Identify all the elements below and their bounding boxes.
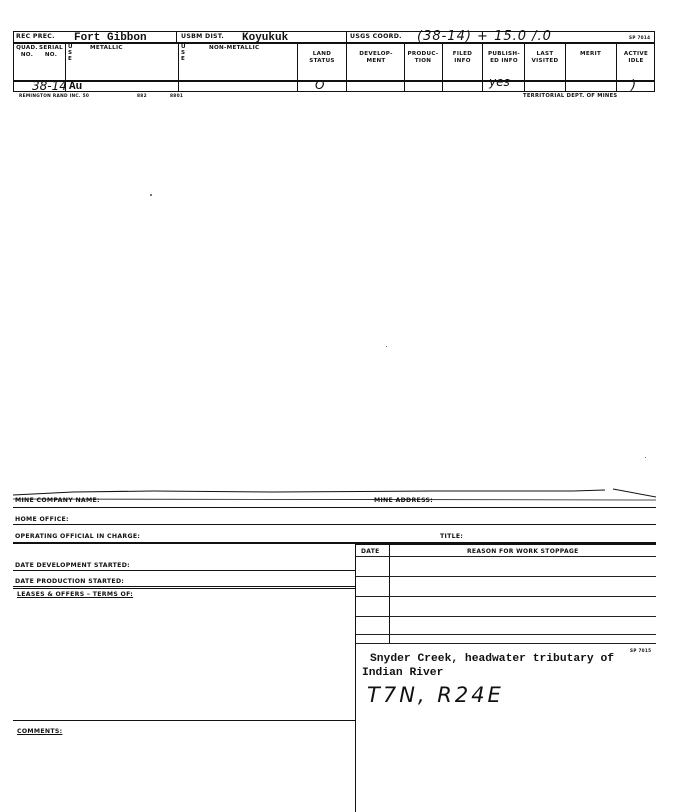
- col-merit: MERIT: [580, 51, 602, 57]
- col-serial-no: SERIAL NO.: [39, 45, 63, 58]
- index-card-header: [13, 29, 655, 99]
- imprint-code-2: 8801: [170, 94, 184, 99]
- col-land-status: LAND STATUS: [309, 51, 335, 64]
- col-filed-info: FILED INFO: [452, 51, 473, 64]
- location-note-line-2: Indian River: [362, 667, 444, 679]
- stoppage-date-header: DATE: [361, 548, 380, 555]
- date-production-label: DATE PRODUCTION STARTED:: [15, 578, 125, 585]
- leases-label: LEASES & OFFERS – TERMS OF:: [17, 591, 134, 598]
- metallic-value: Au: [69, 81, 83, 93]
- imprint-code-1: 882: [137, 94, 147, 99]
- col-use-1: U S E: [68, 44, 73, 62]
- land-status-value: O: [315, 78, 325, 92]
- title-label: TITLE:: [440, 533, 464, 540]
- scan-speck: [150, 194, 152, 196]
- date-development-label: DATE DEVELOPMENT STARTED:: [15, 562, 130, 569]
- form-number: SP 7014: [629, 35, 651, 40]
- form-top-edge: [13, 482, 656, 502]
- col-development: DEVELOP-MENT: [359, 51, 393, 64]
- col-non-metallic: NON-METALLIC: [209, 45, 260, 51]
- stoppage-reason-header: REASON FOR WORK STOPPAGE: [467, 548, 579, 555]
- mine-address-label: MINE ADDRESS:: [374, 497, 434, 504]
- usgs-coord-label: USGS COORD.: [350, 33, 402, 40]
- col-active-idle: ACTIVE IDLE: [623, 51, 649, 64]
- quad-serial-value: 38-14: [32, 79, 67, 93]
- rec-prec-label: REC PREC.: [16, 33, 55, 40]
- col-published-info: PUBLISH-ED INFO: [488, 51, 520, 64]
- printer-imprint: REMINGTON RAND INC. 50: [19, 94, 90, 99]
- form-number-2: SP 7015: [630, 648, 652, 653]
- usbm-dist-value: Koyukuk: [242, 32, 289, 44]
- mine-company-name-label: MINE COMPANY NAME:: [15, 497, 100, 504]
- issuing-department: TERRITORIAL DEPT. OF MINES: [523, 93, 618, 99]
- rec-prec-value: Fort Gibbon: [74, 32, 147, 44]
- mine-info-form: [13, 482, 656, 812]
- comments-label: COMMENTS:: [17, 728, 63, 735]
- col-last-visited: LAST VISITED: [531, 51, 559, 64]
- township-range-note: T7N, R24E: [367, 683, 504, 707]
- operating-official-label: OPERATING OFFICIAL IN CHARGE:: [15, 533, 141, 540]
- scan-speck: [645, 457, 646, 458]
- active-idle-value: ): [631, 78, 637, 93]
- col-production: PRODUC-TION: [407, 51, 439, 64]
- usgs-coord-value: (38-14) + 15.0 /.0: [417, 29, 552, 44]
- published-info-value: yes: [489, 75, 510, 89]
- usbm-dist-label: USBM DIST.: [181, 33, 225, 40]
- location-note-line-1: Snyder Creek, headwater tributary of: [370, 653, 615, 665]
- home-office-label: HOME OFFICE:: [15, 516, 69, 523]
- col-use-2: U S E: [181, 44, 186, 62]
- col-metallic: METALLIC: [90, 45, 123, 51]
- scan-speck: [386, 346, 387, 347]
- col-quad-no: QUAD. NO.: [16, 45, 38, 58]
